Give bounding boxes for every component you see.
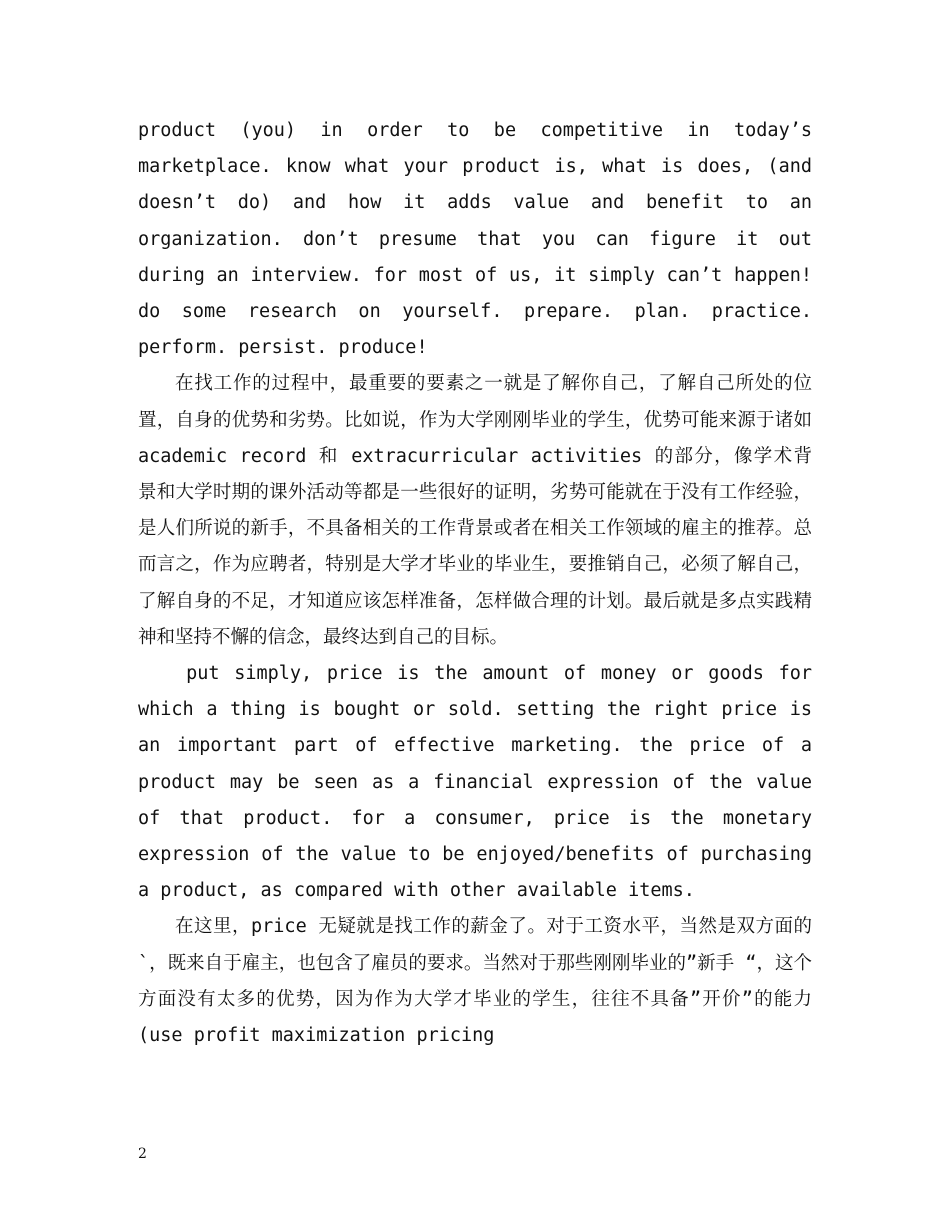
paragraph-chinese-self-knowledge: 在找工作的过程中，最重要的要素之一就是了解你自己，了解自己所处的位置，自身的优势和劣势。比如说，作为大学刚刚毕业的学生，优势可能来源于诸如 academic record 和 extracurricular activities 的部分，像学术背景和大学时期的课外活动等都是一些很好的证明，劣势可能就在于没有工作经验，是人们所说的新手，不具备相关的工作背景或者在相关工作领域的雇主的推荐。总而言之，作为应聘者，特别是大学才毕业的毕业生，要推销自己，必须了解自己，了解自身的不足，才知道应该怎样准备，怎样做合理的计划。最后就是多点实践精神和坚持不懈的信念，最终达到自己的目标。 bbox=[138, 373, 812, 648]
body-text bbox=[138, 113, 812, 1054]
paragraph-chinese-salary: 在这里，price 无疑就是找工作的薪金了。对于工资水平，当然是双方面的`，既来自于雇主，也包含了雇员的要求。当然对于那些刚刚毕业的”新手 “，这个方面没有太多的优势，因为作为大学才毕业的学生，往往不具备”开价”的能力(use profit maximization pricing bbox=[138, 916, 812, 1047]
page-number: 2 bbox=[138, 1146, 147, 1162]
paragraph-english-price: put simply, price is the amount of money or goods for which a thing is bought or sold. setting the right price is an important part of effective marketing. the price of a product may be seen as a financial expression of the value of that product. for a consumer, price is the monetary expression of the value to be enjoyed/benefits of purchasing a product, as compared with other available items. bbox=[138, 663, 812, 902]
paragraph-english-product: product (you) in order to be competitive in today’s marketplace. know what your product is, what is does, (and doesn’t do) and how it adds value and benefit to an organization. don’t presume that you can figure it out during an interview. for most of us, it simply can’t happen! do some research on yourself. prepare. plan. practice. perform. persist. produce! bbox=[138, 120, 812, 359]
